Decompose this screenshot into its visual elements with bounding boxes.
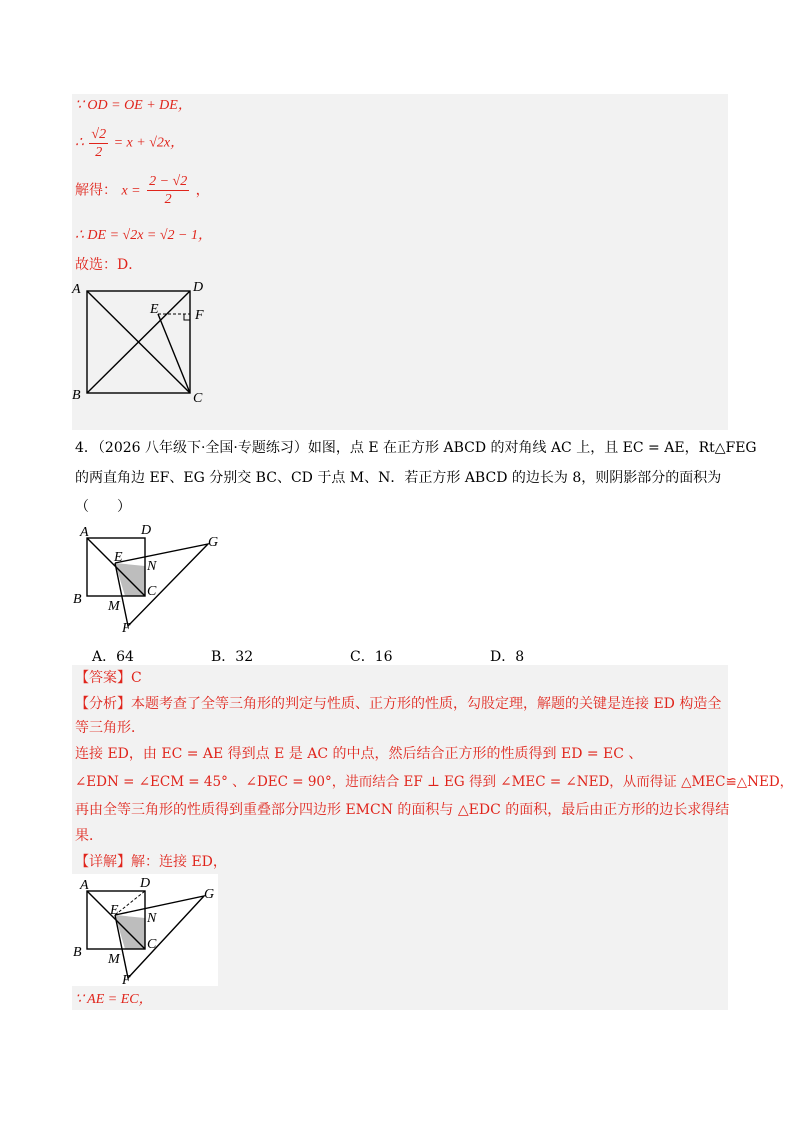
solve-tail: ，: [195, 182, 210, 199]
label-A: A: [72, 282, 81, 297]
label-B: B: [73, 945, 82, 960]
analysis-line-4: ∠EDN = ∠ECM = 45° 、∠DEC = 90°，进而结合 EF ⊥ EG 得到 ∠MEC = ∠NED，从而得证 △MEC≌△NED，: [75, 774, 794, 790]
label-D: D: [140, 876, 151, 891]
label-C: C: [147, 937, 157, 952]
solve-label: 解得：: [75, 182, 117, 199]
label-M: M: [108, 599, 120, 614]
figure-square-triangle-with-ed: [72, 874, 218, 986]
fraction-sqrt2-over-2: $\frac{√2}{2}$: [91, 127, 107, 160]
figure-square-triangle: [70, 518, 230, 638]
question-line-1: 4．（2026 八年级下·全国·专题练习）如图，点 E 在正方形 ABCD 的对角线 AC 上，且 EC = AE，Rt△FEG: [75, 440, 757, 456]
analysis-line-6: 果．: [75, 828, 103, 844]
label-G: G: [208, 535, 219, 550]
label-E: E: [114, 550, 123, 565]
label-M: M: [108, 952, 120, 967]
label-B: B: [73, 592, 82, 607]
label-B: B: [72, 388, 81, 403]
therefore-symbol: ∴: [75, 135, 84, 151]
label-D: D: [193, 280, 204, 295]
therefore-line-1: [75, 126, 184, 161]
label-F: F: [122, 621, 131, 636]
figure-square-diagonals: [70, 277, 220, 407]
solve-line: [75, 173, 210, 208]
label-E: E: [110, 903, 119, 918]
label-G: G: [204, 887, 215, 902]
question-line-2: 的两直角边 EF、EG 分别交 BC、CD 于点 M、N．若正方形 ABCD 的边长为 8，则阴影部分的面积为: [75, 470, 722, 486]
option-b: B．32: [211, 649, 254, 665]
last-line: ∵ AE = EC，: [75, 992, 153, 1007]
analysis-line-2: 等三角形．: [75, 720, 145, 736]
therefore-line-2: ∴ DE = √2x = √2 − 1，: [75, 228, 212, 243]
option-d: D．8: [490, 649, 525, 665]
solve-lhs: x =: [121, 183, 141, 199]
question-line-3: （ ）: [75, 499, 131, 515]
because-line: ∵ OD = OE + DE，: [75, 98, 192, 113]
label-A: A: [80, 525, 89, 540]
detail-line: 【详解】解：连接 ED，: [75, 854, 227, 870]
analysis-line-3: 连接 ED，由 EC = AE 得到点 E 是 AC 的中点，然后结合正方形的性质得到 ED = EC 、: [75, 746, 643, 762]
fraction-solution: $\frac{2 - √2}{2}$: [149, 174, 188, 207]
label-N: N: [147, 911, 157, 926]
choice-line: 故选：D．: [75, 257, 143, 273]
label-D: D: [141, 523, 152, 538]
label-N: N: [147, 559, 157, 574]
equation-rhs: = x + √2x，: [113, 135, 185, 151]
label-C: C: [193, 391, 203, 406]
analysis-line-1: 【分析】本题考查了全等三角形的判定与性质、正方形的性质，勾股定理，解题的关键是连接 ED 构造全: [75, 696, 722, 712]
answer-line: 【答案】C: [75, 670, 142, 686]
label-A: A: [80, 878, 89, 893]
analysis-line-5: 再由全等三角形的性质得到重叠部分四边形 EMCN 的面积与 △EDC 的面积，最后由正方形的边长求得结: [75, 802, 730, 818]
label-E: E: [150, 302, 159, 317]
option-c: C．16: [350, 649, 393, 665]
label-F: F: [122, 973, 131, 986]
label-C: C: [147, 584, 157, 599]
label-F: F: [195, 308, 204, 323]
option-a: A．64: [92, 649, 134, 665]
